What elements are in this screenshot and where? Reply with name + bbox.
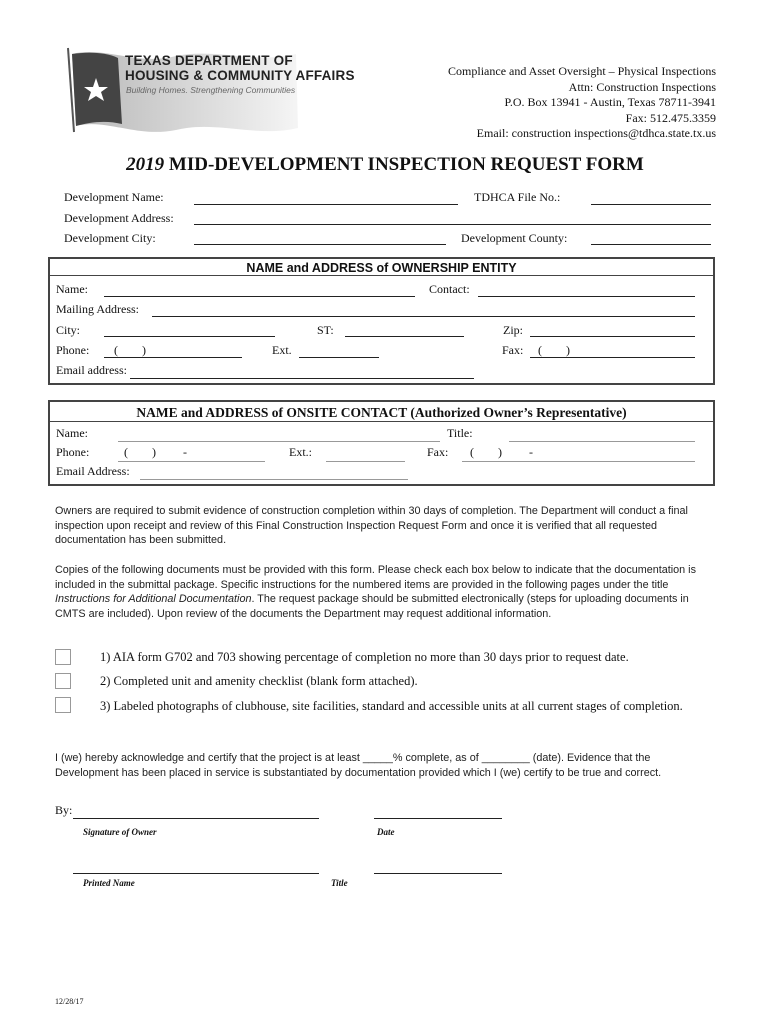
title-label: Title <box>331 878 348 888</box>
owner-city-label: City: <box>56 323 81 337</box>
revision-date: 12/28/17 <box>55 997 84 1006</box>
logo-tagline: Building Homes. Strengthening Communities <box>126 85 296 95</box>
onsite-title-field[interactable] <box>509 441 695 442</box>
ownership-heading: NAME and ADDRESS of OWNERSHIP ENTITY <box>246 261 517 275</box>
checklist-item-2: 2) Completed unit and amenity checklist (blank form attached). <box>100 674 418 688</box>
signer-title-field[interactable] <box>374 873 502 874</box>
owner-phone-label: Phone: <box>56 343 90 357</box>
development-address-field[interactable] <box>194 224 711 225</box>
owner-phone-parens: ( ) <box>114 343 146 357</box>
development-city-label: Development City: <box>64 231 156 245</box>
signature-of-owner-label: Signature of Owner <box>83 827 157 837</box>
owner-fax-label: Fax: <box>502 343 524 357</box>
address-line: Fax: 512.475.3359 <box>625 110 716 125</box>
onsite-title-label: Title: <box>447 426 473 440</box>
development-name-label: Development Name: <box>64 190 164 204</box>
owner-ext-label: Ext. <box>272 343 292 357</box>
owner-fax-field[interactable] <box>530 357 695 358</box>
form-year: 2019 <box>126 154 165 175</box>
onsite-name-label: Name: <box>56 426 88 440</box>
development-county-field[interactable] <box>591 244 711 245</box>
printed-name-label: Printed Name <box>83 878 135 888</box>
onsite-phone-label: Phone: <box>56 445 90 459</box>
logo-line-2: HOUSING & COMMUNITY AFFAIRS <box>125 68 355 83</box>
checklist-item-3: 3) Labeled photographs of clubhouse, site facilities, standard and accessible units at all current stages of completion. <box>100 699 683 713</box>
instructions-paragraph-1: Owners are required to submit evidence of construction completion within 30 days of completion. The Department will conduct a final inspection upon receipt and review of this Final Construction Inspection Request Form and once it is verified that all requested documentation has been submitted. <box>55 505 688 546</box>
development-address-label: Development Address: <box>64 211 174 225</box>
owner-email-field[interactable] <box>130 378 474 379</box>
owner-contact-label: Contact: <box>429 282 470 296</box>
owner-zip-label: Zip: <box>503 323 523 337</box>
onsite-fax-parens: ( ) - <box>470 445 533 459</box>
signature-date-field[interactable] <box>374 818 502 819</box>
owner-phone-field[interactable] <box>104 357 242 358</box>
agency-address <box>448 64 716 142</box>
development-name-field[interactable] <box>194 204 458 205</box>
paragraph-2-text-a: Copies of the following documents must be provided with this form. Please check each box below to indicate that the documentation is included in the submittal package. Specific instructions for the numbered items are provided in the following pages under the title <box>55 564 696 591</box>
owner-zip-field[interactable] <box>530 336 695 337</box>
owner-city-field[interactable] <box>104 336 275 337</box>
owner-signature-field[interactable] <box>73 818 319 819</box>
onsite-heading: NAME and ADDRESS of ONSITE CONTACT (Authorized Owner’s Representative) <box>136 405 627 420</box>
onsite-fax-field[interactable] <box>462 461 695 462</box>
paragraph-2-text-b: . The request package should be submitted electronically (steps for uploading documents in CMTS are included). Upon review of the documents the Department may request additional information. <box>55 593 689 620</box>
development-city-field[interactable] <box>194 244 446 245</box>
checklist-item-1: 1) AIA form G702 and 703 showing percentage of completion no more than 30 days prior to request date. <box>100 650 629 664</box>
owner-st-field[interactable] <box>345 336 464 337</box>
checkbox-unit-checklist[interactable] <box>55 673 71 689</box>
onsite-contact-section <box>48 400 715 486</box>
owner-mailing-label: Mailing Address: <box>56 302 139 316</box>
owner-mailing-field[interactable] <box>152 316 695 317</box>
checkbox-photographs[interactable] <box>55 697 71 713</box>
address-line: Attn: Construction Inspections <box>568 79 716 94</box>
logo-line-1: TEXAS DEPARTMENT OF <box>125 53 293 68</box>
file-number-label: TDHCA File No.: <box>474 190 561 204</box>
paragraph-2-italic-title: Instructions for Additional Documentation <box>55 593 252 605</box>
onsite-ext-label: Ext.: <box>289 445 312 459</box>
ownership-heading-rule <box>50 275 713 276</box>
onsite-fax-label: Fax: <box>427 445 449 459</box>
printed-name-field[interactable] <box>73 873 319 874</box>
by-label: By: <box>55 803 73 817</box>
onsite-name-field[interactable] <box>118 441 440 442</box>
ownership-section <box>48 257 715 385</box>
file-number-field[interactable] <box>591 204 711 205</box>
onsite-phone-field[interactable] <box>118 461 265 462</box>
owner-name-label: Name: <box>56 282 88 296</box>
owner-contact-field[interactable] <box>478 296 695 297</box>
form-title-text: MID-DEVELOPMENT INSPECTION REQUEST FORM <box>164 154 644 175</box>
development-county-label: Development County: <box>461 231 568 245</box>
certification-statement: I (we) hereby acknowledge and certify that the project is at least _____% complete, as of ________ (date). Evidence that the Development has been placed in service is substantiated by documentation provided which I (we) certify to be true and correct. <box>55 752 662 779</box>
onsite-ext-field[interactable] <box>326 461 405 462</box>
date-label: Date <box>377 827 395 837</box>
form-title <box>0 154 770 176</box>
onsite-phone-parens: ( ) - <box>124 445 187 459</box>
address-line: P.O. Box 13941 - Austin, Texas 78711-3941 <box>504 95 716 109</box>
owner-name-field[interactable] <box>104 296 415 297</box>
onsite-heading-rule <box>50 421 713 422</box>
checkbox-aia-form[interactable] <box>55 649 71 665</box>
onsite-email-label: Email Address: <box>56 464 130 478</box>
address-line: Compliance and Asset Oversight – Physical Inspections <box>448 64 716 78</box>
instructions-paragraph-2 <box>55 563 715 621</box>
address-line: Email: construction inspections@tdhca.state.tx.us <box>476 126 716 140</box>
owner-email-label: Email address: <box>56 363 127 377</box>
owner-st-label: ST: <box>317 323 334 337</box>
onsite-email-field[interactable] <box>140 479 408 480</box>
owner-ext-field[interactable] <box>299 357 379 358</box>
owner-fax-parens: ( ) <box>538 343 570 357</box>
